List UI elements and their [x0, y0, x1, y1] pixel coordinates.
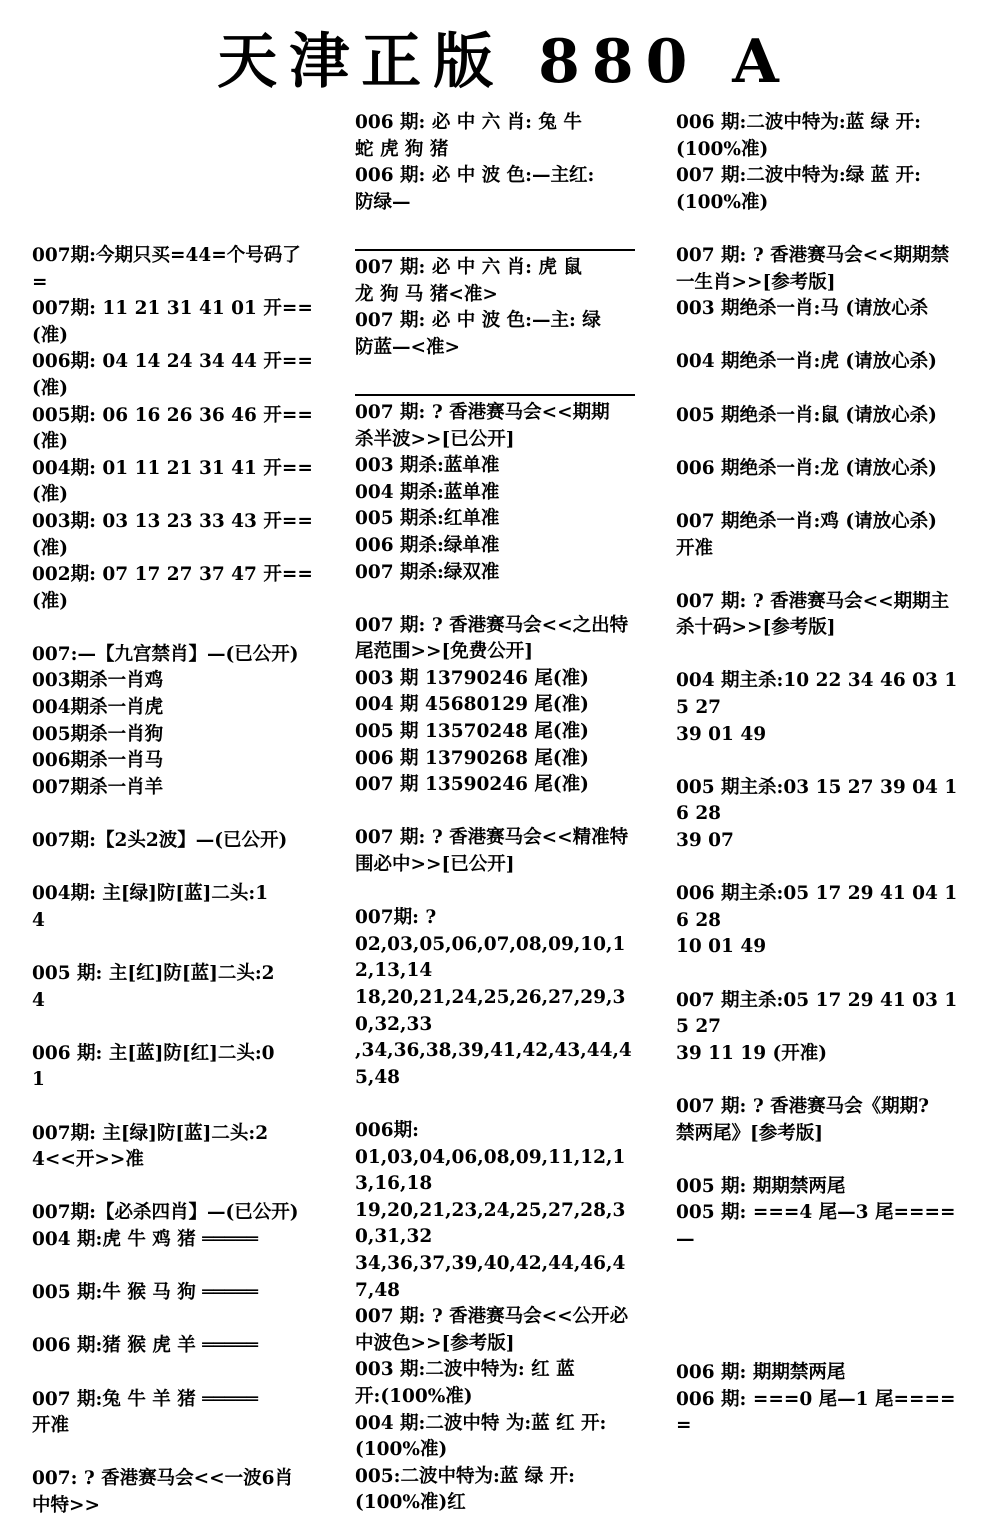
- text-line: 004 期:二波中特 为:蓝 红 开:: [355, 1412, 607, 1434]
- text-line: (100%准): [355, 1439, 448, 1461]
- text-line: 005 期: ===4 尾—3 尾====: [676, 1202, 956, 1224]
- text-line: 开准: [32, 1415, 70, 1437]
- text-line: [676, 323, 961, 350]
- text-line: [676, 961, 961, 988]
- text-line: 005 期: 期期禁两尾: [676, 1175, 846, 1197]
- text-line: 006 期杀:绿单准: [355, 534, 500, 556]
- text-line: =: [676, 1415, 692, 1437]
- text-line: [355, 361, 635, 388]
- text-line: 1: [32, 1069, 45, 1091]
- text-line: 007 期: ? 香港赛马会<<公开必: [355, 1306, 629, 1328]
- text-line: 4: [32, 989, 45, 1011]
- text-line: 007: ? 香港赛马会<<一波6肖: [32, 1468, 294, 1490]
- text-line: 18,20,21,24,25,26,27,29,30,32,33: [355, 987, 626, 1035]
- text-line: [676, 1333, 961, 1360]
- text-line: [32, 110, 324, 137]
- text-line: [676, 1067, 961, 1094]
- text-line: 龙 狗 马 猪<准>: [355, 283, 498, 305]
- text-line: 003 期绝杀一肖:马 (请放心杀: [676, 298, 929, 320]
- text-line: 006 期: 主[蓝]防[红]二头:0: [32, 1042, 275, 1064]
- text-line: 杀半波>>[已公开]: [355, 428, 515, 450]
- text-line: 004 期绝杀一肖:虎 (请放心杀): [676, 351, 937, 373]
- text-line: 007:—【九宫禁肖】—(已公开): [32, 643, 299, 665]
- text-line: [676, 429, 961, 456]
- text-line: 004期: 主[绿]防[蓝]二头:1: [32, 883, 269, 905]
- text-line: [32, 1174, 324, 1201]
- text-line: 003 期:二波中特为: 红 蓝: [355, 1359, 575, 1381]
- text-line: 防绿—: [355, 191, 411, 213]
- text-line: 006 期:猪 猴 虎 羊 ═════: [32, 1335, 258, 1357]
- text-line: 007 期:二波中特为:绿 蓝 开:: [676, 165, 921, 187]
- text-line: [676, 1280, 961, 1307]
- left-column: [32, 110, 324, 1519]
- text-line: 防蓝—<准>: [355, 336, 461, 358]
- text-line: 005 期主杀:03 15 27 39 04 16 28: [676, 776, 958, 825]
- text-line: [32, 1014, 324, 1041]
- text-line: 006期杀一肖马: [32, 750, 164, 772]
- text-line: (100%准): [676, 138, 769, 160]
- text-line: 007 期 13590246 尾(准): [355, 774, 589, 796]
- text-line: [355, 799, 635, 826]
- text-line: 中特>>: [32, 1494, 101, 1516]
- text-line: [32, 137, 324, 164]
- text-line: 005期: 06 16 26 36 46 开==(准): [32, 404, 313, 453]
- text-line: 003 期 13790246 尾(准): [355, 667, 589, 689]
- text-line: =: [32, 271, 48, 293]
- text-line: 尾范围>>[免费公开]: [355, 641, 534, 663]
- text-line: 004 期 45680129 尾(准): [355, 694, 589, 716]
- text-line: 005期杀一肖狗: [32, 723, 164, 745]
- text-line: 007 期: ? 香港赛马会<<期期主: [676, 590, 950, 612]
- text-line: —: [676, 1228, 695, 1250]
- text-line: 006 期绝杀一肖:龙 (请放心杀): [676, 457, 937, 479]
- text-line: [676, 855, 961, 882]
- text-line: 杀十码>>[参考版]: [676, 617, 836, 639]
- text-line: 007期杀一肖羊: [32, 776, 164, 798]
- text-line: 007期:【2头2波】—(已公开): [32, 830, 288, 852]
- text-line: 19,20,21,23,24,25,27,28,30,31,32: [355, 1199, 626, 1248]
- text-line: 006期:: [355, 1119, 419, 1141]
- text-line: [32, 1360, 324, 1387]
- text-line: 004期: 01 11 21 31 41 开==(准): [32, 457, 313, 506]
- text-line: ,34,36,38,39,41,42,43,44,45,48: [355, 1040, 632, 1088]
- text-line: 005 期绝杀一肖:鼠 (请放心杀): [676, 404, 937, 426]
- text-line: 006 期 13790268 尾(准): [355, 747, 589, 769]
- text-line: 007 期绝杀一肖:鸡 (请放心杀): [676, 510, 937, 532]
- text-line: [32, 855, 324, 882]
- text-line: 003 期杀:蓝单准: [355, 455, 500, 477]
- text-line: 006 期:二波中特为:蓝 绿 开:: [676, 112, 921, 133]
- text-line: 007 期: ? 香港赛马会<<之出特: [355, 614, 629, 636]
- text-line: [355, 1091, 635, 1118]
- text-line: [32, 1440, 324, 1467]
- text-line: 007期:今期只买=44=个号码了: [32, 244, 301, 266]
- divider: [355, 394, 635, 396]
- text-line: [355, 879, 635, 906]
- text-line: 003期杀一肖鸡: [32, 670, 164, 692]
- text-line: 禁两尾》[参考版]: [676, 1122, 824, 1144]
- text-line: 007期: 11 21 31 41 01 开==(准): [32, 298, 313, 346]
- text-line: 007期: ?: [355, 907, 437, 929]
- text-line: 003期: 03 13 23 33 43 开==(准): [32, 510, 313, 559]
- text-line: 006 期: 必 中 波 色:—主红:: [355, 165, 595, 187]
- text-line: 007 期:兔 牛 羊 猪 ═════: [32, 1388, 258, 1410]
- text-line: [32, 1307, 324, 1334]
- text-line: 一生肖>>[参考版]: [676, 271, 836, 293]
- text-line: 007 期: ? 香港赛马会<<期期: [355, 401, 610, 423]
- text-line: 34,36,37,39,40,42,44,46,47,48: [355, 1252, 626, 1301]
- text-line: 007 期主杀:05 17 29 41 03 15 27: [676, 989, 958, 1038]
- text-line: 10 01 49: [676, 936, 767, 958]
- text-line: (100%准)红: [355, 1492, 466, 1514]
- right-column: [676, 110, 961, 1440]
- text-line: [676, 376, 961, 403]
- text-line: 005:二波中特为:蓝 绿 开:: [355, 1465, 575, 1487]
- text-line: [32, 801, 324, 828]
- text-line: 蛇 虎 狗 猪: [355, 138, 449, 160]
- text-line: 006 期: 必 中 六 肖: 兔 牛: [355, 112, 582, 133]
- text-line: 004期杀一肖虎: [32, 697, 164, 719]
- text-line: [32, 190, 324, 217]
- text-line: [676, 216, 961, 243]
- text-line: [676, 1147, 961, 1174]
- text-line: [32, 934, 324, 961]
- text-line: 开准: [676, 537, 714, 559]
- text-line: 006期: 04 14 24 34 44 开==(准): [32, 351, 313, 399]
- text-line: 004 期杀:蓝单准: [355, 481, 500, 503]
- text-line: [355, 586, 635, 613]
- text-line: [676, 482, 961, 509]
- text-line: [32, 1254, 324, 1281]
- text-line: 007 期杀:绿双准: [355, 561, 500, 583]
- page-title: 天津正版 880 A: [217, 27, 791, 97]
- text-line: [676, 562, 961, 589]
- text-line: 005 期 13570248 尾(准): [355, 721, 589, 743]
- text-line: 01,03,04,06,08,09,11,12,13,16,18: [355, 1146, 626, 1195]
- text-line: [676, 1307, 961, 1334]
- text-line: 4<<开>>准: [32, 1149, 144, 1171]
- text-line: 007 期: ? 香港赛马会<<精准特: [355, 827, 629, 849]
- text-line: 007 期: ? 香港赛马会《期期?: [676, 1095, 929, 1117]
- text-line: [32, 615, 324, 642]
- text-line: 围必中>>[已公开]: [355, 854, 515, 876]
- text-line: 02,03,05,06,07,08,09,10,12,13,14: [355, 933, 626, 982]
- text-line: 007 期: 必 中 波 色:—主: 绿: [355, 310, 601, 332]
- text-line: 005 期: 主[红]防[蓝]二头:2: [32, 963, 275, 984]
- text-line: [676, 642, 961, 669]
- text-line: 39 07: [676, 830, 734, 852]
- text-line: 004 期:虎 牛 鸡 猪 ═════: [32, 1228, 258, 1250]
- text-line: 39 01 49: [676, 723, 767, 745]
- text-line: 002期: 07 17 27 37 47 开==(准): [32, 564, 313, 612]
- middle-column: [355, 110, 635, 1517]
- text-line: [355, 216, 635, 243]
- text-line: 005 期:牛 猴 马 狗 ═════: [32, 1282, 258, 1304]
- text-line: 39 11 19 (开准): [676, 1042, 828, 1064]
- text-line: 006 期: ===0 尾—1 尾====: [676, 1388, 956, 1410]
- text-line: 007 期: ? 香港赛马会<<期期禁: [676, 244, 950, 266]
- text-line: 007 期: 必 中 六 肖: 虎 鼠: [355, 256, 582, 278]
- text-line: [32, 1094, 324, 1121]
- text-line: 开:(100%准): [355, 1385, 473, 1407]
- text-line: (100%准): [676, 191, 769, 213]
- text-line: 004 期主杀:10 22 34 46 03 15 27: [676, 670, 958, 719]
- text-line: [32, 163, 324, 190]
- text-line: 4: [32, 909, 45, 931]
- text-line: 005 期杀:红单准: [355, 508, 500, 530]
- text-line: [32, 216, 324, 243]
- text-line: 中波色>>[参考版]: [355, 1332, 515, 1354]
- text-line: 007期:【必杀四肖】—(已公开): [32, 1202, 299, 1224]
- text-line: [676, 748, 961, 775]
- text-line: [676, 1254, 961, 1281]
- divider: [355, 249, 635, 251]
- text-line: 007期: 主[绿]防[蓝]二头:2: [32, 1122, 269, 1144]
- text-line: 006 期主杀:05 17 29 41 04 16 28: [676, 883, 958, 931]
- text-line: 006 期: 期期禁两尾: [676, 1361, 846, 1383]
